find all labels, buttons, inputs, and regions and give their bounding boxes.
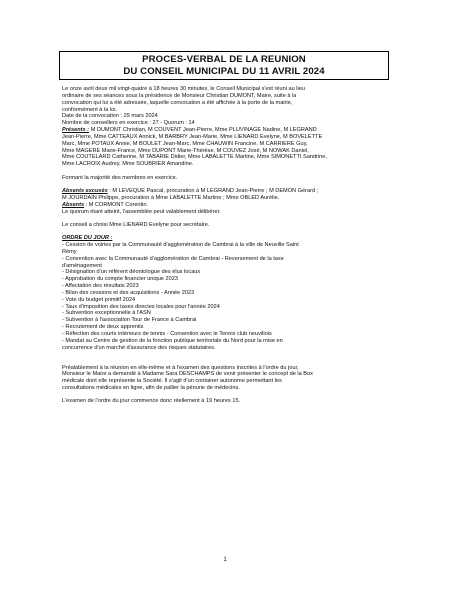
excuses-line: M JOURDAIN Philippe, procuration à Mme LABALETTE Martine ; Mme OBLED Aurélie. <box>62 194 280 201</box>
agenda-item: - Approbation du compte financier unique 2023 <box>62 276 178 283</box>
councillor-count: Nombre de conseillers en exercice : 27 - Quorum : 14 <box>62 120 195 127</box>
intro-line: ordinaire de ses séances sous la présidence de Monsieur Christian DUMONT, Maire, suite à la <box>62 92 297 99</box>
presents-line: Mme LACROIX Audrey, Mme SOUBRIER Amandine. <box>62 161 194 168</box>
intro-line: convocation qui lui a été adressée, laquelle convocation a été affichée à la porte de la mairie, <box>62 99 293 106</box>
preamble-line: Préalablement à la réunion en elle-même et à l'examen des questions inscrites à l'ordre du jour, <box>62 364 299 371</box>
majority-line: Formant la majorité des membres en exercice. <box>62 174 178 181</box>
presents-line: Marc, Mme POTAUX Annie, M BOULET Jean-Marc, Mme CHAUWIN Francine, M CARRIERE Guy, <box>62 140 308 147</box>
agenda-item: - Affectation des résultats 2023 <box>62 283 139 290</box>
agenda-item: - Vote du budget primitif 2024 <box>62 296 136 303</box>
excuses-text: : M LEVEQUE Pascal, procuration à M LEGRAND Jean-Pierre ; M DEMON Gérard ; <box>107 187 319 194</box>
preamble-line: Monsieur le Maire a demandé à Madame Sara DESCHAMPS de venir présenter le concept de la Box <box>62 371 313 378</box>
agenda-label: ORDRE DU JOUR : <box>62 235 113 242</box>
title-line-2: DU CONSEIL MUNICIPAL DU 11 AVRIL 2024 <box>123 66 325 77</box>
presents-line <box>62 127 392 134</box>
agenda-item: - Subvention à l'association Tour de France à Cambrai <box>62 317 197 324</box>
excuses-line <box>62 188 392 195</box>
quorum-line: Le quorum étant atteint, l'assemblée peut valablement délibérer. <box>62 208 221 215</box>
secretary-line: Le conseil a choisi Mme LIENARD Evelyne pour secrétaire. <box>62 221 210 228</box>
agenda-item: - Recrutement de deux apprentis <box>62 324 144 331</box>
absents-label: Absents <box>62 201 85 208</box>
convocation-date: Date de la convocation : 29 mars 2024 <box>62 113 158 120</box>
agenda-item: - Convention avec la Communauté d'agglomération de Cambrai - Reversement de la taxe <box>62 255 284 262</box>
excuses-label: Absents excusés <box>62 187 108 194</box>
agenda-item: concurrence d'un marché d'assurance des risques statutaires. <box>62 344 216 351</box>
agenda-item: - Taux d'imposition des taxes directes locales pour l'année 2024 <box>62 303 220 310</box>
absents-line <box>62 202 392 209</box>
absents-text: : M CORMONT Corentin. <box>84 201 149 208</box>
title-line-1: PROCES-VERBAL DE LA REUNION <box>142 54 306 65</box>
agenda-item: d'aménagement <box>62 262 102 269</box>
presents-text: M DUMONT Christian, M COUVENT Jean-Pierre, Mme PLUVINAGE Nadine, M LEGRAND <box>89 127 317 134</box>
agenda-item: - Subvention exceptionnelle à l'ASN <box>62 310 151 317</box>
page-number: 1 <box>223 557 227 563</box>
agenda-item: - Mandat au Centre de gestion de la fonction publique territoriale du Nord pour la mise en <box>62 337 283 344</box>
title-box <box>59 51 389 80</box>
presents-line: Jean-Pierre, Mme CATTEAUX Annick, M BARBRY Jean-Marie, Mme LIENARD Evelyne, M BOVELETTE <box>62 133 323 140</box>
agenda-item: - Désignation d'un référent déontologue des élus locaux <box>62 269 201 276</box>
agenda-item: Rémy <box>62 248 77 255</box>
closing-line: L'examen de l'ordre du jour commence donc réellement à 19 heures 15. <box>62 398 241 405</box>
agenda-item: - Cession de voiries par la Communauté d'agglomération de Cambrai à la ville de Neuville Saint <box>62 242 299 249</box>
presents-line: Mme MAGERE Marie-France, Mme DUPONT Marie-Thérèse, M COUVEZ José, M NOWAK Daniel, <box>62 147 309 154</box>
presents-line: Mme COUTELARD Catherine, M TABARIE Didier, Mme LABALETTE Martine, Mme SIMONETTI Sandrine, <box>62 154 327 161</box>
intro-line: Le onze avril deux mil vingt-quatre à 18 heures 30 minutes, le Conseil Municipal s'est réuni au lieu <box>62 86 305 92</box>
preamble-line: médicale dont elle représente la Société. Il s'agit d'un container autonome permettant les <box>62 378 282 385</box>
document-body <box>62 86 392 405</box>
agenda-item: - Réfection des courts intérieurs de tennis - Convention avec le Tennis club neuvillois <box>62 331 272 337</box>
intro-line: conformément à la loi. <box>62 106 118 113</box>
presents-label: Présents : <box>62 127 90 134</box>
preamble-line: consultations médicales en ligne, afin de pallier la pénurie de médecins. <box>62 385 240 392</box>
agenda-item: - Bilan des cessions et des acquisitions - Année 2023 <box>62 289 195 296</box>
